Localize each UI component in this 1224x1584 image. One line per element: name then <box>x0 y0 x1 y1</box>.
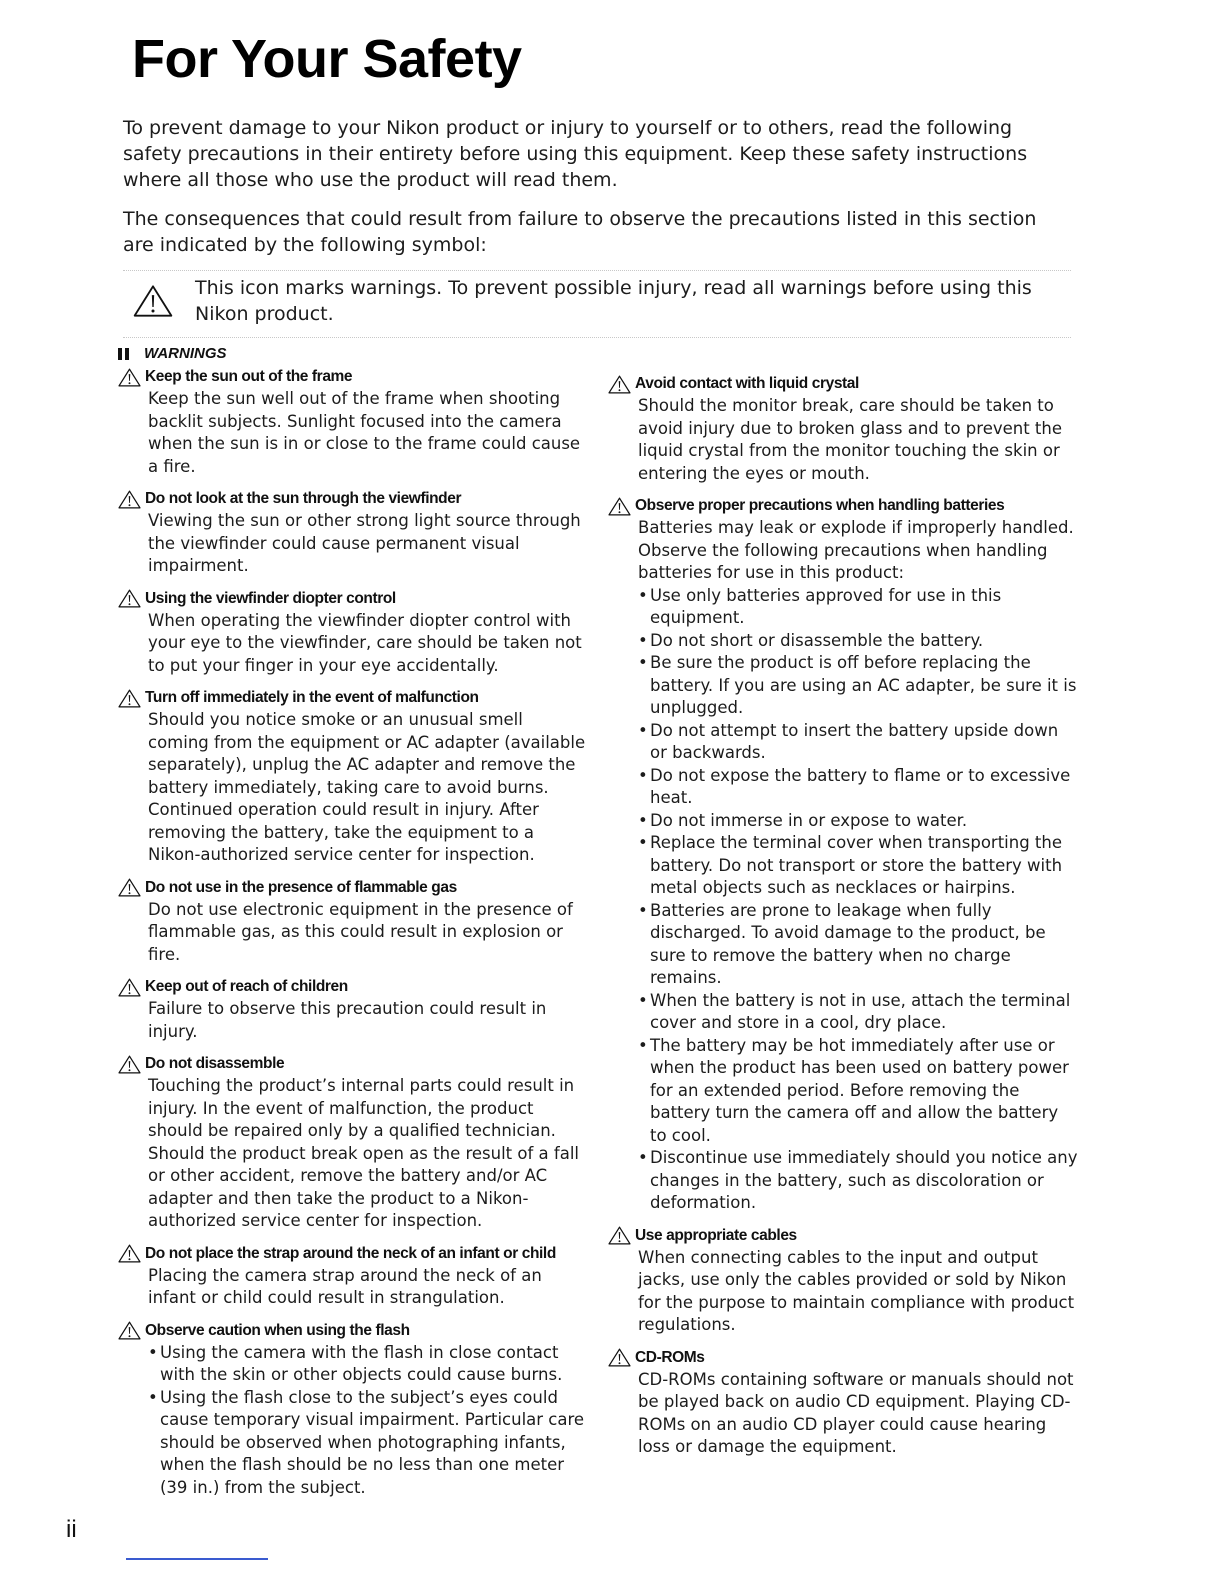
warning-item-text: Viewing the sun or other strong light source through the viewfinder could cause permanent visual impairment. <box>148 511 581 575</box>
right-column <box>608 345 1078 1469</box>
warning-icon <box>608 1226 631 1245</box>
warning-item-body <box>608 395 1078 485</box>
bullet-list <box>638 585 1078 1215</box>
page-number: ii <box>66 1516 77 1543</box>
warning-item-body <box>118 899 588 967</box>
warning-item-text: Touching the product’s internal parts could result in injury. In the event of malfunction, the product should be repaired only by a qualified technician. Should the product break open as the result of a fall or other accident, remove the battery and/or AC adapter and then take the product to a Nikon-authorized service center for inspection. <box>148 1076 579 1230</box>
warning-item <box>118 877 588 967</box>
warning-item-title: Use appropriate cables <box>635 1226 797 1244</box>
warning-item-body <box>118 709 588 867</box>
warning-item-heading <box>608 1225 1078 1247</box>
bullet-item: • Using the camera with the flash in close contact with the skin or other objects could cause burns. <box>148 1342 588 1387</box>
warning-item-body <box>608 517 1078 1215</box>
warning-item-heading <box>608 1347 1078 1369</box>
warning-item-text: CD-ROMs containing software or manuals should not be played back on audio CD equipment. Playing CD-ROMs on an audio CD player could cause hearing loss or damage the equipment. <box>638 1369 1074 1456</box>
bullet-item: • Be sure the product is off before replacing the battery. If you are using an AC adapter, be sure it is unplugged. <box>638 652 1078 720</box>
warning-icon <box>608 1348 631 1367</box>
warning-icon <box>118 490 141 509</box>
bullet-item: • Batteries are prone to leakage when fully discharged. To avoid damage to the product, be sure to remove the battery when no charge remains. <box>638 900 1078 990</box>
warning-item-heading <box>118 1243 588 1265</box>
warning-item-body <box>118 610 588 678</box>
bullet-item: • Discontinue use immediately should you notice any changes in the battery, such as discoloration or deformation. <box>638 1147 1078 1215</box>
warning-icon <box>133 283 173 319</box>
section-marker-icon <box>118 348 130 360</box>
warning-item-body <box>118 998 588 1043</box>
warning-item-heading <box>118 366 588 388</box>
bullet-item: • Do not attempt to insert the battery upside down or backwards. <box>638 720 1078 765</box>
warning-item-heading <box>118 488 588 510</box>
warning-icon <box>118 589 141 608</box>
warning-item-heading <box>118 976 588 998</box>
warning-item-text: When connecting cables to the input and output jacks, use only the cables provided or sold by Nikon for the purpose to maintain compliance with product regulations. <box>638 1247 1075 1334</box>
warning-item-body <box>118 388 588 478</box>
warning-item <box>118 1243 588 1310</box>
warning-item-text: Batteries may leak or explode if improperly handled. Observe the following precautions when handling batteries for use in this product: <box>638 518 1074 582</box>
warning-item <box>608 1225 1078 1337</box>
bullet-item: • Do not short or disassemble the battery. <box>638 630 1078 653</box>
warning-item <box>608 495 1078 1215</box>
warning-item <box>608 1347 1078 1459</box>
section-label: WARNINGS <box>144 345 227 362</box>
warning-item <box>118 488 588 578</box>
warning-item-body <box>118 510 588 578</box>
warning-item-body <box>608 1247 1078 1337</box>
warning-item <box>118 976 588 1043</box>
warning-icon <box>118 978 141 997</box>
warning-item-text: Placing the camera strap around the neck of an infant or child could result in strangulation. <box>148 1265 542 1307</box>
warning-item-body <box>608 1369 1078 1459</box>
warning-item-heading <box>118 877 588 899</box>
warning-item-body <box>118 1265 588 1310</box>
bullet-list <box>148 1342 588 1500</box>
bullet-item: • Replace the terminal cover when transporting the battery. Do not transport or store the battery with metal objects such as necklaces or hairpins. <box>638 832 1078 900</box>
bullet-item: • Do not immerse in or expose to water. <box>638 810 1078 833</box>
warning-icon <box>118 1055 141 1074</box>
bullet-item: • Do not expose the battery to flame or to excessive heat. <box>638 765 1078 810</box>
warning-item-title: Turn off immediately in the event of malfunction <box>145 689 479 706</box>
footer-rule <box>126 1558 268 1560</box>
warning-item-heading <box>118 588 588 610</box>
notice-text: This icon marks warnings. To prevent possible injury, read all warnings before using this Nikon product. <box>195 277 1032 325</box>
warning-item-text: When operating the viewfinder diopter control with your eye to the viewfinder, care should be taken not to put your finger in your eye accidentally. <box>148 610 582 675</box>
warning-item-title: Do not disassemble <box>145 1055 285 1072</box>
warning-item-title: CD-ROMs <box>635 1348 705 1366</box>
left-column <box>118 345 588 1509</box>
warning-item-body <box>118 1075 588 1233</box>
warning-item-body <box>118 1342 588 1500</box>
warning-item-heading <box>608 495 1078 517</box>
warning-item <box>118 366 588 478</box>
warning-item-text: Keep the sun well out of the frame when shooting backlit subjects. Sunlight focused into the camera when the sun is in or close to the frame could cause a fire. <box>148 389 581 476</box>
warning-icon <box>118 368 141 387</box>
warning-item <box>118 1053 588 1233</box>
warning-item-title: Observe caution when using the flash <box>145 1321 410 1339</box>
section-heading <box>118 345 588 362</box>
intro-paragraph: The consequences that could result from failure to observe the precautions listed in this section are indicated by the following symbol: <box>123 208 1037 256</box>
warning-item-title: Do not look at the sun through the viewfinder <box>145 490 462 507</box>
warning-item-title: Keep the sun out of the frame <box>145 368 353 385</box>
warning-icon <box>118 1321 141 1340</box>
warning-item-text: Failure to observe this precaution could result in injury. <box>148 999 547 1041</box>
warning-item <box>608 373 1078 485</box>
warning-item <box>118 687 588 867</box>
warning-item-title: Avoid contact with liquid crystal <box>635 375 859 392</box>
warning-item-heading <box>118 1053 588 1075</box>
bullet-item: • The battery may be hot immediately after use or when the product has been used on battery power for an extended period. Before removing the battery turn the camera off and allow the battery to cool. <box>638 1035 1078 1148</box>
bullet-item: • Use only batteries approved for use in this equipment. <box>638 585 1078 630</box>
warning-item-title: Do not place the strap around the neck of an infant or child <box>145 1244 556 1262</box>
warning-item-text: Should you notice smoke or an unusual smell coming from the equipment or AC adapter (available separately), unplug the AC adapter and remove the battery immediately, taking care to avoid burns. Continued operation could result in injury. After removing the battery, take the equipment to a Nikon-authorized service center for inspection. <box>148 710 586 864</box>
warning-item-title: Do not use in the presence of flammable gas <box>145 878 457 896</box>
warning-icon <box>118 689 141 708</box>
warning-item <box>118 588 588 678</box>
warning-icon <box>118 1244 141 1263</box>
page-title: For Your Safety <box>132 29 522 89</box>
warning-icon <box>608 375 631 394</box>
warning-item-text: Do not use electronic equipment in the presence of flammable gas, as this could result in explosion or fire. <box>148 899 573 964</box>
bullet-item: • When the battery is not in use, attach the terminal cover and store in a cool, dry place. <box>638 990 1078 1035</box>
warning-item-heading <box>118 1320 588 1342</box>
warning-icon <box>608 497 631 516</box>
warning-item-title: Using the viewfinder diopter control <box>145 589 396 607</box>
bullet-item: • Using the flash close to the subject’s eyes could cause temporary visual impairment. Particular care should be observed when photographing infants, when the flash should be no less than one meter (39 in.) from the subject. <box>148 1387 588 1500</box>
warning-item-title: Observe proper precautions when handling batteries <box>635 497 1005 514</box>
warning-item-text: Should the monitor break, care should be taken to avoid injury due to broken glass and to prevent the liquid crystal from the monitor touching the skin or entering the eyes or mouth. <box>638 396 1063 483</box>
warning-item-title: Keep out of reach of children <box>145 978 348 995</box>
intro-paragraph: To prevent damage to your Nikon product or injury to yourself or to others, read the following safety precautions in their entirety before using this equipment. Keep these safety instructions where all those who use the product will read them. <box>123 117 1028 191</box>
warning-symbol-notice <box>123 270 1071 338</box>
warning-item-heading <box>608 373 1078 395</box>
warning-item <box>118 1320 588 1500</box>
warning-item-heading <box>118 687 588 709</box>
warning-icon <box>118 878 141 897</box>
